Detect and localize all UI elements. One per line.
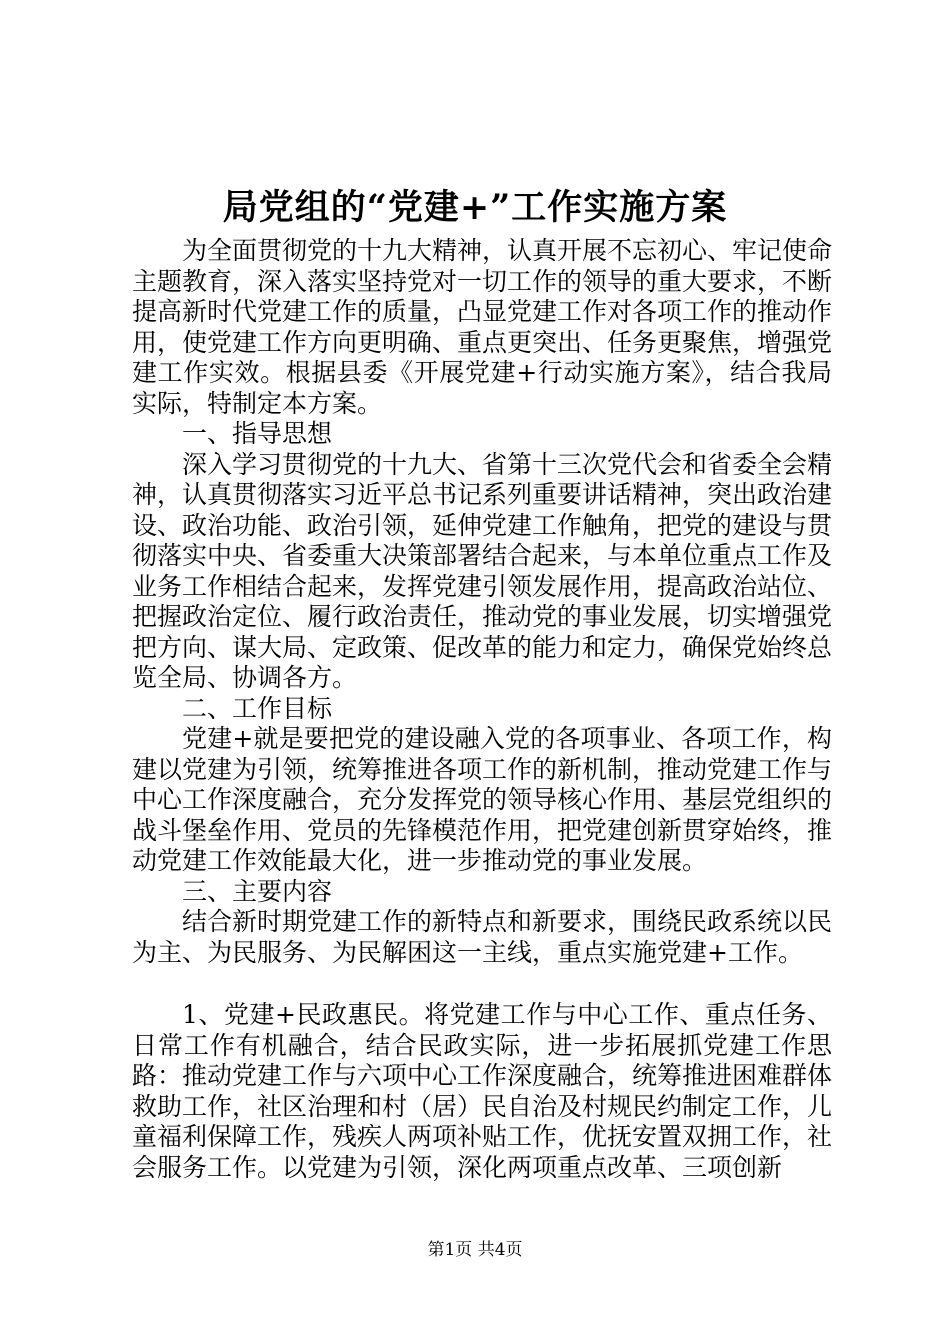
section-heading-guiding-ideology: 一、指导思想 [182,419,333,448]
section-heading-main-content: 三、主要内容 [182,876,333,906]
guiding-ideology-paragraph: 深入学习贯彻党的十九大、省第十三次党代会和省委全会精神，认真贯彻落实习近平总书记系列重要讲话精神，突出政治建设、政治功能、政治引领，延伸党建工作触角，把党的建设与贯彻落实中央、省委重大决策部署结合起来，与本单位重点工作及业务工作相结合起来，发挥党建引领发展作用，提高政治站位、把握政治定位、履行政治责任，推动党的事业发展，切实增强党把方向、谋大局、定政策、促改革的能力和定力，确保党始终总览全局、协调各方。 [132,449,833,692]
intro-paragraph: 为全面贯彻党的十九大精神，认真开展不忘初心、牢记使命主题教育，深入落实坚持党对一切工作的领导的重大要求，不断提高新时代党建工作的质量，凸显党建工作对各项工作的推动作用，使党建工作方向更明确、重点更突出、任务更聚焦，增强党建工作实效。根据县委《开展党建+行动实施方案》，结合我局实际，特制定本方案。 [132,236,833,418]
item-1-paragraph: 1、党建+民政惠民。将党建工作与中心工作、重点任务、日常工作有机融合，结合民政实际，进一步拓展抓党建工作思路：推动党建工作与六项中心工作深度融合，统筹推进困难群体救助工作，社区治理和村（居）民自治及村规民约制定工作，儿童福利保障工作，残疾人两项补贴工作，优抚安置双拥工作，社会服务工作。以党建为引领，深化两项重点改革、三项创新 [132,1000,833,1182]
work-goals-paragraph: 党建+就是要把党的建设融入党的各项事业、各项工作，构建以党建为引领，统筹推进各项工作的新机制，推动党建工作与中心工作深度融合，充分发挥党的领导核心作用、基层党组织的战斗堡垒作用、党员的先锋模范作用，把党建创新贯穿始终，推动党建工作效能最大化，进一步推动党的事业发展。 [132,724,833,875]
paragraph-spacer [132,968,832,1000]
document-title: 局党组的“党建+”工作实施方案 [222,187,728,228]
section-heading-work-goals: 二、工作目标 [182,693,333,723]
page-footer: 第1页 共4页 [427,1240,523,1260]
main-content-paragraph: 结合新时期党建工作的新特点和新要求，围绕民政系统以民为主、为民服务、为民解困这一主线，重点实施党建+工作。 [132,907,833,967]
document-body [132,236,832,1183]
